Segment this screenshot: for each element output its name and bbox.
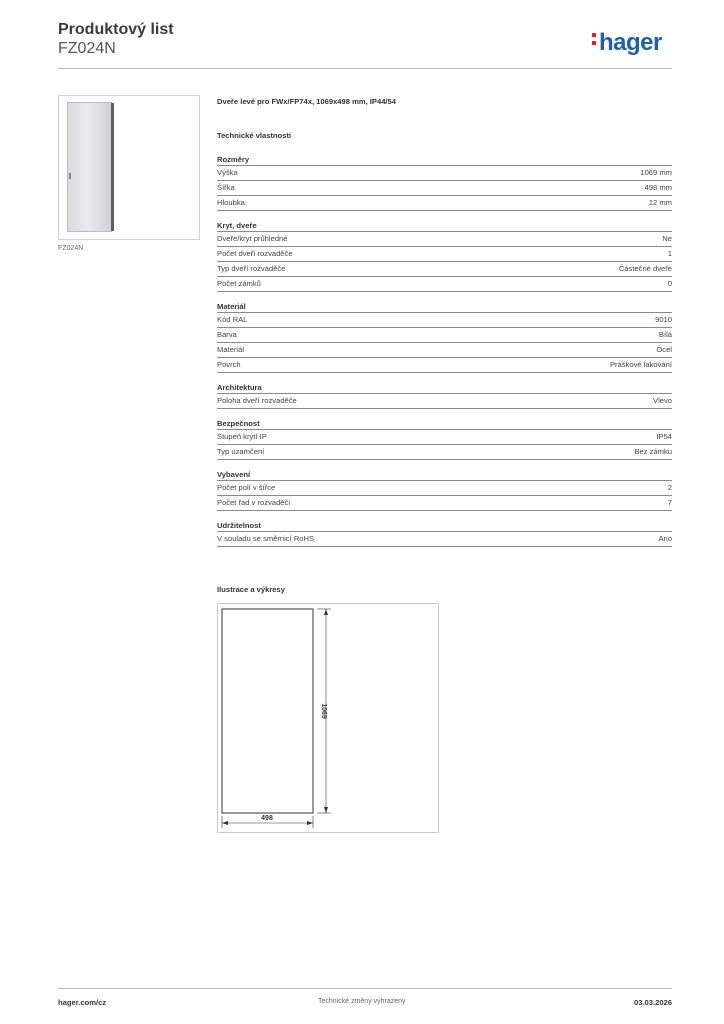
spec-value: 1069 mm <box>640 168 672 177</box>
spec-list <box>217 153 672 555</box>
spec-row <box>217 181 672 196</box>
spec-label: Dveře/kryt průhledné <box>217 234 288 243</box>
spec-section <box>217 219 672 292</box>
product-title: Dveře levé pro FWx/FP74x, 1069x498 mm, IP44/54 <box>217 97 396 106</box>
spec-value: Částečné dveře <box>618 264 672 273</box>
spec-row <box>217 394 672 409</box>
spec-label: Počet zámků <box>217 279 261 288</box>
spec-row <box>217 262 672 277</box>
footer-date: 03.03.2026 <box>633 998 672 1007</box>
spec-row <box>217 481 672 496</box>
spec-section-heading: Udržitelnost <box>217 519 672 532</box>
spec-row <box>217 196 672 211</box>
tech-heading: Technické vlastnosti <box>217 131 292 140</box>
spec-section <box>217 381 672 409</box>
spec-label: Poloha dveří rozvaděče <box>217 396 297 405</box>
spec-row <box>217 445 672 460</box>
hager-logo[interactable] <box>592 29 662 57</box>
spec-label: Šířka <box>217 183 235 192</box>
spec-value: Ne <box>662 234 672 243</box>
spec-value: Vlevo <box>653 396 672 405</box>
spec-row <box>217 232 672 247</box>
spec-label: Výška <box>217 168 238 177</box>
spec-label: Materiál <box>217 345 245 354</box>
spec-value: IP54 <box>656 432 672 441</box>
spec-row <box>217 532 672 547</box>
product-image <box>58 95 200 240</box>
spec-value: Ocel <box>656 345 672 354</box>
footer-divider <box>58 988 672 989</box>
product-code: FZ024N <box>58 40 116 57</box>
spec-value: 7 <box>667 498 672 507</box>
logo-text: hager <box>599 29 662 56</box>
spec-value: 2 <box>667 483 672 492</box>
spec-value: Bílá <box>658 330 672 339</box>
spec-row <box>217 430 672 445</box>
spec-row <box>217 328 672 343</box>
height-dimension-label: 1069 <box>320 703 327 719</box>
door-image-icon <box>67 102 112 232</box>
spec-label: Počet řad v rozvaděči <box>217 498 291 507</box>
spec-row <box>217 277 672 292</box>
spec-section-heading: Architektura <box>217 381 672 394</box>
spec-label: Typ dveří rozvaděče <box>217 264 286 273</box>
header-divider <box>58 68 672 69</box>
spec-section-heading: Materiál <box>217 300 672 313</box>
page-title: Produktový list <box>58 21 174 38</box>
spec-label: V souladu se směrnicí RoHS <box>217 534 315 543</box>
product-image-caption: FZ024N <box>58 245 84 252</box>
spec-label: Hloubka <box>217 198 245 207</box>
logo-dots-icon <box>592 29 597 45</box>
spec-value: 1 <box>667 249 672 258</box>
spec-label: Barva <box>217 330 237 339</box>
spec-section-heading: Vybavení <box>217 468 672 481</box>
spec-section <box>217 417 672 460</box>
spec-label: Počet polí v šířce <box>217 483 276 492</box>
spec-section-heading: Kryt, dveře <box>217 219 672 232</box>
spec-value: Ano <box>658 534 672 543</box>
spec-row <box>217 343 672 358</box>
spec-value: Bez zámku <box>634 447 672 456</box>
spec-label: Kód RAL <box>217 315 248 324</box>
door-outline <box>222 609 313 813</box>
spec-label: Typ uzamčení <box>217 447 265 456</box>
spec-value: 9010 <box>655 315 672 324</box>
spec-row <box>217 496 672 511</box>
spec-row <box>217 166 672 181</box>
illustration-heading: Ilustrace a výkresy <box>217 585 285 594</box>
spec-section-heading: Rozměry <box>217 153 672 166</box>
spec-row <box>217 313 672 328</box>
dimension-drawing <box>217 603 439 833</box>
footer-note: Technické změny vyhrazeny <box>318 998 406 1005</box>
spec-section <box>217 519 672 547</box>
spec-row <box>217 358 672 373</box>
spec-value: 0 <box>667 279 672 288</box>
spec-row <box>217 247 672 262</box>
spec-label: Povrch <box>217 360 241 369</box>
spec-value: 12 mm <box>648 198 672 207</box>
spec-section-heading: Bezpečnost <box>217 417 672 430</box>
spec-label: Počet dveří rozvaděče <box>217 249 293 258</box>
spec-section <box>217 300 672 373</box>
footer-website-link[interactable]: hager.com/cz <box>58 998 107 1007</box>
width-dimension-label: 498 <box>261 815 273 822</box>
spec-label: Stupeň krytí IP <box>217 432 267 441</box>
spec-value: Práškové lakování <box>609 360 672 369</box>
spec-value: 498 mm <box>644 183 672 192</box>
spec-section <box>217 153 672 211</box>
spec-section <box>217 468 672 511</box>
